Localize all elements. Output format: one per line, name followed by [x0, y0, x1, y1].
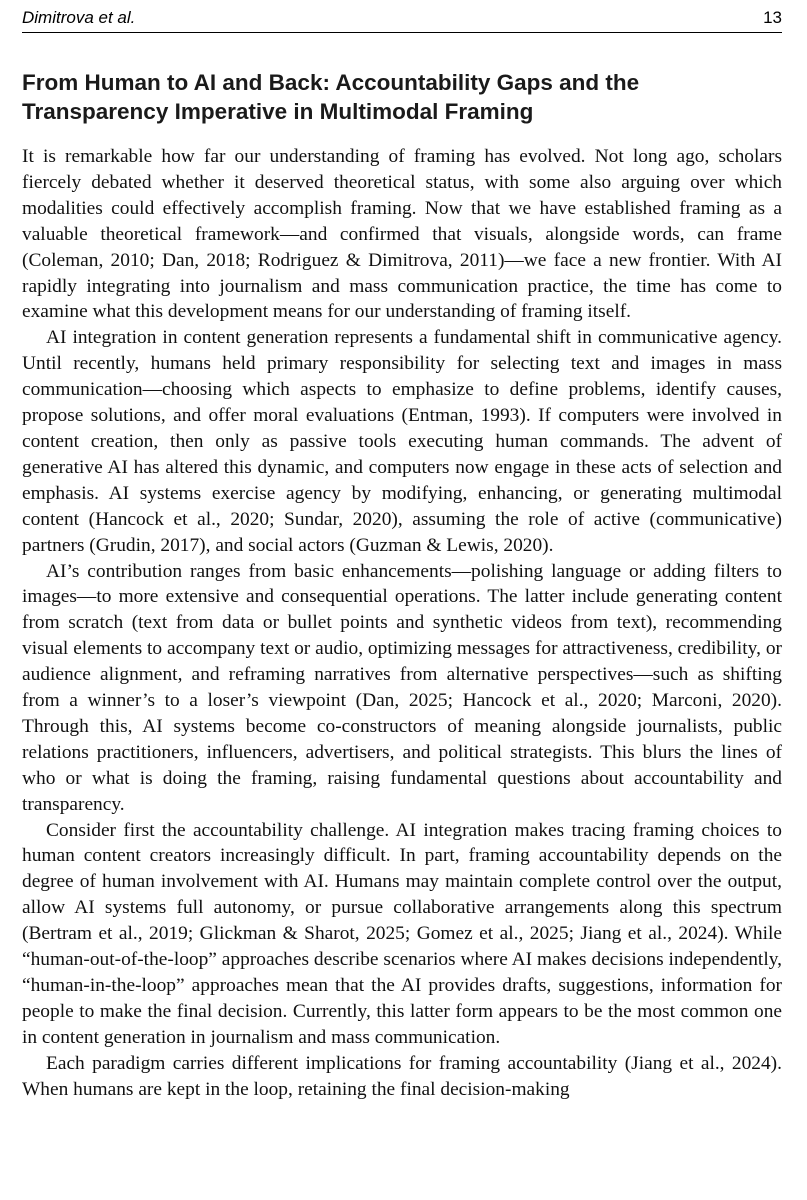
page-number: 13	[763, 8, 782, 27]
paragraph-5: Each paradigm carries different implications for framing accountability (Jiang et al., 2024). When humans are kept in the loop, retaining the final decision-making	[22, 1052, 782, 1100]
section-heading: From Human to AI and Back: Accountability Gaps and the Transparency Imperative in Multimodal Framing	[22, 70, 640, 124]
running-head	[22, 6, 782, 33]
body-text	[22, 144, 782, 1103]
running-head-authors: Dimitrova et al.	[22, 8, 136, 27]
paragraph-4: Consider first the accountability challenge. AI integration makes tracing framing choices to human content creators increasingly difficult. In part, framing accountability depends on the degree of human involvement with AI. Humans may maintain complete control over the output, allow AI systems full autonomy, or pursue collaborative arrangements along this spectrum (Bertram et al., 2019; Glickman & Sharot, 2025; Gomez et al., 2025; Jiang et al., 2024). While “human-out-of-the-loop” approaches describe scenarios where AI makes decisions independently, “human-in-the-loop” approaches mean that the AI provides drafts, suggestions, information for people to make the final decision. Currently, this latter form appears to be the most common one in content generation in journalism and mass communication.	[22, 819, 782, 1048]
paragraph-2: AI integration in content generation represents a fundamental shift in communicative agency. Until recently, humans held primary responsibility for selecting text and images in mass communication—choosing which aspects to emphasize to define problems, identify causes, propose solutions, and offer moral evaluations (Entman, 1993). If computers were involved in content creation, then only as passive tools executing human commands. The advent of generative AI has altered this dynamic, and computers now engage in these acts of selection and emphasis. AI systems exercise agency by modifying, enhancing, or generating multimodal content (Hancock et al., 2020; Sundar, 2020), assuming the role of active (communicative) partners (Grudin, 2017), and social actors (Guzman & Lewis, 2020).	[22, 327, 782, 556]
paragraph-3: AI’s contribution ranges from basic enhancements—polishing language or adding filters to images—to more extensive and consequential operations. The latter include generating content from scratch (text from data or bullet points and synthetic videos from text), recommending visual elements to accompany text or audio, optimizing messages for attractiveness, credibility, or audience alignment, and reframing narratives from alternative perspectives—such as shifting from a winner’s to a loser’s viewpoint (Dan, 2025; Hancock et al., 2020; Marconi, 2020). Through this, AI systems become co-constructors of meaning alongside journalists, public relations practitioners, influencers, advertisers, and political strategists. This blurs the lines of who or what is doing the framing, raising fundamental questions about accountability and transparency.	[22, 560, 782, 815]
paragraph-1: It is remarkable how far our understanding of framing has evolved. Not long ago, scholars fiercely debated whether it deserved theoretical status, with some also arguing over which modalities could effectively accomplish framing. Now that we have established framing as a valuable theoretical framework—and confirmed that visuals, alongside words, can frame (Coleman, 2010; Dan, 2018; Rodriguez & Dimitrova, 2011)—we face a new frontier. With AI rapidly integrating into journalism and mass communication practice, the time has come to examine what this development means for our understanding of framing itself.	[22, 146, 782, 323]
